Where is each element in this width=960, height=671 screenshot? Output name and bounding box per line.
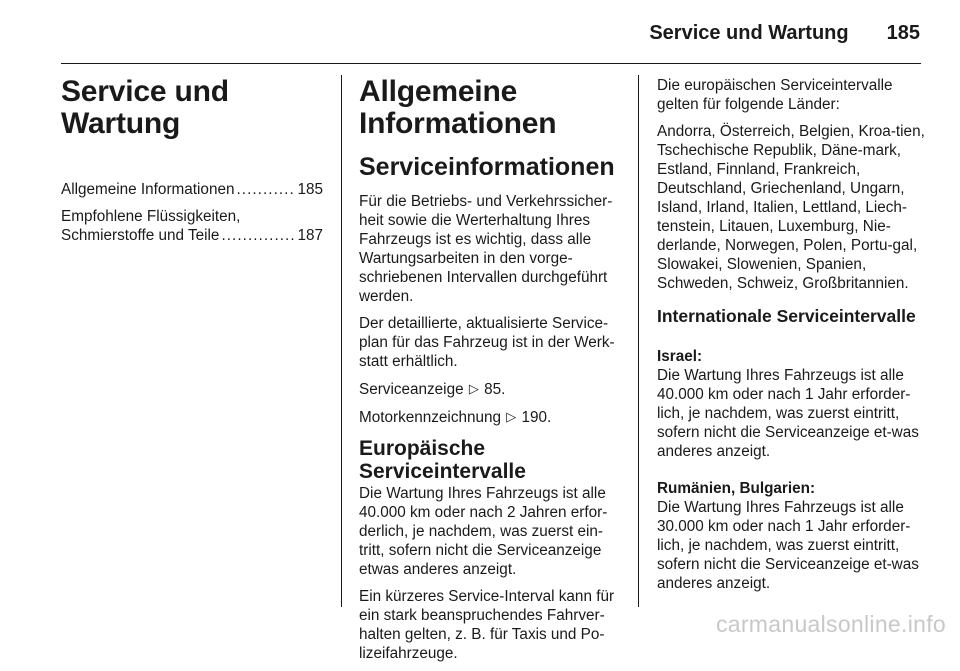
page-number: 185 [886, 22, 920, 44]
eu-intervals-title: Europäische Serviceintervalle [359, 437, 526, 483]
paragraph: Für die Betriebs- und Verkehrssicher-heit sowie die Werterhaltung Ihres Fahrzeugs ist es wichtig, dass alle Wartungsarbeiten in den vorge-schriebenen Intervallen durchgeführt werden. [359, 193, 613, 305]
xref-motorkennzeichnung[interactable] [359, 407, 624, 427]
toc-entry-allgemeine-informationen[interactable] [61, 180, 323, 199]
xref-label: Serviceanzeige [359, 381, 464, 398]
paragraph: Die Wartung Ihres Fahrzeugs ist alle 40.000 km oder nach 2 Jahren erfor-derlich, je nachdem, was zuerst ein-tritt, sofern nicht die Serviceanzeige etwas anderes anzeigt. [359, 485, 608, 578]
intl-intervals-title: Internationale Serviceintervalle [657, 306, 916, 326]
xref-page: 190. [521, 409, 552, 426]
country-label: Israel: [657, 348, 703, 365]
chapter-title: Service und Wartung [61, 75, 229, 140]
xref-label: Motorkennzeichnung [359, 409, 502, 426]
country-text: Die Wartung Ihres Fahrzeugs ist alle 30.000 km oder nach 1 Jahr erforder-lich, je nachdem, was zuerst eintritt, sofern nicht die Serviceanzeige et-was anderes anzeigt. [657, 499, 919, 592]
toc-entry-fluessigkeiten[interactable] [61, 207, 323, 245]
watermark: carmanualsonline.info [715, 611, 946, 637]
section-title [359, 76, 624, 140]
cross-reference-triangle-icon: ▷ [468, 381, 479, 396]
toc-entry-label-line1: Empfohlene Flüssigkeiten, [61, 208, 241, 225]
column-divider-left [341, 75, 342, 607]
paragraph: Die europäischen Serviceintervalle gelten für folgende Länder: [657, 77, 893, 113]
romania-bulgaria-block [657, 479, 925, 593]
country-label: Rumänien, Bulgarien: [657, 480, 816, 497]
section-title-line1: Allgemeine [359, 75, 518, 108]
toc-entry-label: Allgemeine Informationen [61, 181, 235, 198]
middle-column [359, 76, 624, 671]
israel-block [657, 347, 925, 461]
running-head [600, 22, 920, 45]
right-column [657, 76, 925, 601]
page-title: Service und Wartung [649, 22, 849, 44]
header-rule [61, 63, 921, 64]
toc-entry-page: 185 [297, 181, 323, 198]
toc-entry-label-line2: Schmierstoffe und Teile [61, 227, 220, 244]
section-title-line2: Informationen [359, 107, 557, 140]
toc-entry-page: 187 [297, 227, 323, 244]
cross-reference-triangle-icon: ▷ [506, 409, 517, 424]
xref-serviceanzeige[interactable] [359, 379, 624, 399]
paragraph: Ein kürzeres Service-Interval kann für ein stark beanspruchendes Fahrver-halten gelten, z. B. für Taxis und Po-lizeifahrzeuge. [359, 588, 615, 662]
service-info-title: Serviceinformationen [359, 153, 615, 181]
paragraph: Der detaillierte, aktualisierte Service-plan für das Fahrzeug ist in der Werk-statt erhältlich. [359, 315, 615, 370]
countries-list: Andorra, Österreich, Belgien, Kroa-tien, Tschechische Republik, Däne-mark, Estland, Finnland, Frankreich, Deutschland, Griechenland, Ungarn, Island, Irland, Italien, Lettland, Liech-tenstein, Litauen, Luxemburg, Nie-derlande, Norwegen, Polen, Portu-gal, Slowakei, Slowenien, Spanien, Schweden, Schweiz, Großbritannien. [657, 123, 925, 292]
left-column [61, 76, 323, 245]
xref-page: 85. [484, 381, 506, 398]
column-divider-right [638, 75, 639, 607]
toc-leader [221, 226, 295, 245]
toc-leader [236, 180, 295, 199]
country-text: Die Wartung Ihres Fahrzeugs ist alle 40.000 km oder nach 1 Jahr erforder-lich, je nachdem, was zuerst eintritt, sofern nicht die Serviceanzeige et-was anderes anzeigt. [657, 367, 919, 460]
